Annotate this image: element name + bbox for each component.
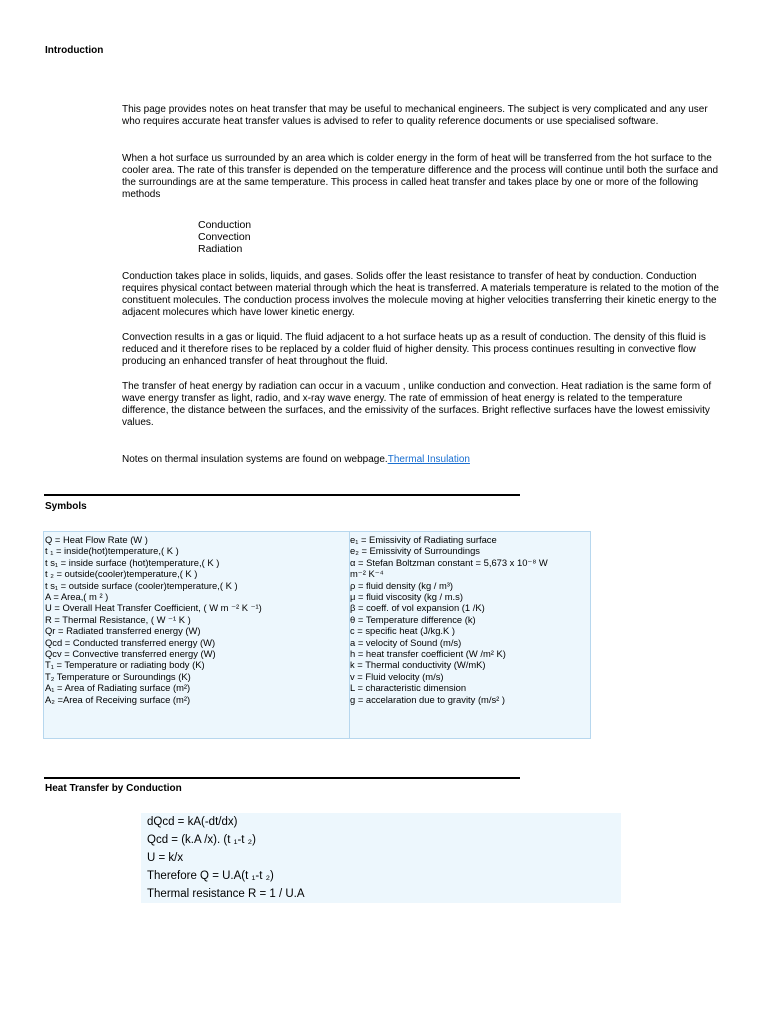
- formula-line: Thermal resistance R = 1 / U.A: [147, 888, 305, 900]
- formula-line: U = k/x: [147, 852, 184, 864]
- symbol-entry: R = Thermal Resistance, ( W ⁻¹ K ): [45, 613, 191, 625]
- symbol-entry: h = heat transfer coefficient (W /m² K): [350, 648, 506, 660]
- symbol-entry: t ₂ = outside(cooler)temperature,( K ): [45, 568, 198, 580]
- conduction-divider: [44, 777, 520, 779]
- symbol-entry: m⁻² K⁻⁴: [350, 568, 384, 580]
- symbol-entry: k = Thermal conductivity (W/mK): [350, 659, 486, 671]
- symbols-left-column: [45, 534, 345, 705]
- conduction-paragraph: Conduction takes place in solids, liquids, and gases. Solids offer the least resistance to transfer of heat by conduction. Conduction requires physical contact between material through which the heat is transferred. A materials temperature is related to the motion of the constituent molecules. The conduction process involves the molecule moving at higher velocities transferring their kinetic energy to the adjacent molecures which have lower kinetic energy.: [122, 271, 719, 318]
- symbol-entry: c = specific heat (J/kg.K ): [350, 625, 455, 637]
- symbol-entry: t s₁ = outside surface (cooler)temperature,( K ): [45, 579, 238, 591]
- conduction-formulas: [141, 813, 621, 903]
- symbols-table: [43, 531, 591, 739]
- symbols-divider: [44, 494, 520, 496]
- symbol-entry: T₁ = Temperature or radiating body (K): [45, 659, 205, 671]
- symbol-entry: e₂ = Emissivity of Surroundings: [350, 545, 480, 557]
- symbol-entry: T₂ Temperature or Suroundings (K): [45, 670, 191, 682]
- formula-line: Therefore Q = U.A(t ₁-t ₂): [147, 870, 274, 882]
- symbol-entry: Qr = Radiated transferred energy (W): [45, 625, 201, 637]
- symbol-entry: A₁ = Area of Radiating surface (m²): [45, 682, 191, 694]
- symbol-entry: A₂ =Area of Receiving surface (m²): [45, 693, 191, 705]
- symbol-entry: t ₁ = inside(hot)temperature,( K ): [45, 545, 179, 557]
- symbol-entry: ρ = fluid density (kg / m³): [350, 579, 454, 591]
- symbol-entry: e₁ = Emissivity of Radiating surface: [350, 534, 497, 545]
- symbol-entry: Q = Heat Flow Rate (W ): [45, 534, 148, 545]
- symbol-entry: A = Area,( m ² ): [45, 591, 109, 603]
- methods-list: [198, 219, 251, 255]
- method-convection: Convection: [198, 231, 251, 243]
- symbol-entry: v = Fluid velocity (m/s): [350, 670, 444, 682]
- introduction-heading: Introduction: [45, 45, 104, 56]
- symbol-entry: Qcv = Convective transferred energy (W): [45, 648, 216, 660]
- symbol-entry: Qcd = Conducted transferred energy (W): [45, 636, 216, 648]
- symbol-entry: β = coeff. of vol expansion (1 /K): [350, 602, 485, 614]
- symbol-entry: θ = Temperature difference (k): [350, 613, 476, 625]
- insulation-notes-text: Notes on thermal insulation systems are found on webpage.: [122, 454, 388, 465]
- symbol-entry: L = characteristic dimension: [350, 682, 467, 694]
- symbol-entry: μ = fluid viscosity (kg / m.s): [350, 591, 463, 603]
- convection-paragraph: Convection results in a gas or liquid. The fluid adjacent to a hot surface heats up as a result of conduction. The density of this fluid is reduced and it therefore rises to be replaced by a colder fluid of higher density. This process continues resulting in convective flow producing an enhanced transfer of heat throughout the fluid.: [122, 332, 706, 367]
- intro-paragraph-1: This page provides notes on heat transfer that may be useful to mechanical engineers. The subject is very complicated and any user who requires accurate heat transfer values is advised to refer to quality reference documents or use specialised software.: [122, 104, 708, 127]
- symbol-entry: α = Stefan Boltzman constant = 5,673 x 10⁻⁸ W: [350, 556, 548, 568]
- symbols-heading: Symbols: [45, 501, 87, 512]
- symbols-right-column: [350, 534, 588, 705]
- symbol-entry: U = Overall Heat Transfer Coefficient, ( W m ⁻² K ⁻¹): [45, 602, 262, 614]
- insulation-notes: [122, 454, 722, 466]
- symbol-entry: t s₁ = inside surface (hot)temperature,( K ): [45, 556, 220, 568]
- intro-paragraph-2: When a hot surface us surrounded by an area which is colder energy in the form of heat will be transferred from the hot surface to the cooler area. The rate of this transfer is depended on the temperature difference and the process will continue until both the surface and the surroundings are at the same temperature. This process in called heat transfer and takes place by one or more of the following methods: [122, 153, 719, 200]
- method-radiation: Radiation: [198, 243, 243, 255]
- radiation-paragraph: The transfer of heat energy by radiation can occur in a vacuum , unlike conduction and convection. Heat radiation is the same form of wave energy transfer as light, radio, and x-ray wave energy. The rate of emmission of heat energy is related to the temperature difference, the distance between the surfaces, and the emissivity of the surfaces. Bright reflective surfaces have the lowest emissivity values.: [122, 381, 712, 428]
- symbol-entry: g = accelaration due to gravity (m/s² ): [350, 693, 506, 705]
- conduction-heading: Heat Transfer by Conduction: [45, 783, 182, 794]
- method-conduction: Conduction: [198, 219, 252, 231]
- formula-line: Qcd = (k.A /x). (t ₁-t ₂): [147, 834, 256, 846]
- formula-line: dQcd = kA(-dt/dx): [147, 816, 238, 828]
- symbol-entry: a = velocity of Sound (m/s): [350, 636, 462, 648]
- thermal-insulation-link[interactable]: Thermal Insulation: [387, 454, 470, 465]
